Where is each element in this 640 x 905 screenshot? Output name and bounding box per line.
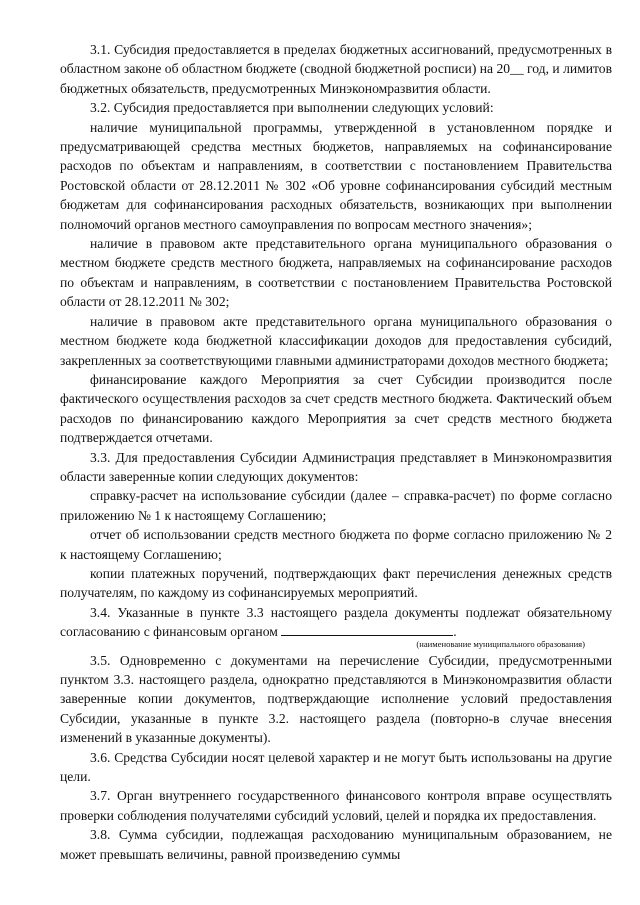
paragraph-3-6: 3.6. Средства Субсидии носят целевой характер и не могут быть использованы на другие цели. <box>60 749 612 785</box>
municipality-name-blank <box>281 623 453 636</box>
document-usage-report: отчет об использовании средств местного бюджета по форме согласно приложению № 2 к настоящему Соглашению; <box>60 527 612 562</box>
paragraph-3-4-text: 3.4. Указанные в пункте 3.3 настоящего раздела документы подлежат обязательному согласованию с финансовым органом <box>60 604 612 640</box>
paragraph-3-7: 3.7. Орган внутреннего государственного финансового контроля вправе осуществлять проверки соблюдения получателями субсидий условий, целей и порядка их предоставления. <box>60 788 612 823</box>
document-payment-orders: копии платежных поручений, подтверждающих факт перечисления денежных средств получателям, по каждому из софинансируемых мероприятий. <box>60 565 612 601</box>
condition-local-budget-funds: наличие в правовом акте представительного органа муниципального образования о местном бюджете средств местного бюджета, направляемых на софинансирование расходов по объектам и направлениям, в соответствии с постановлением Правительства Ростовской области от 28.12.2011 № 302; <box>60 236 612 310</box>
paragraph-3-2: 3.2. Субсидия предоставляется при выполнении следующих условий: <box>90 100 494 116</box>
paragraph-3-8: 3.8. Сумма субсидии, подлежащая расходованию муниципальным образованием, не может превышать величины, равной произведению суммы <box>60 827 612 862</box>
paragraph-3-1: 3.1. Субсидия предоставляется в пределах бюджетных ассигнований, предусмотренных в областном законе об областном бюджете (сводной бюджетной росписи) на 20__ год, и лимитов бюджетных обязательств, предусмотренных Минэкономразвития области. <box>60 42 612 96</box>
condition-municipal-program: наличие муниципальной программы, утвержденной в установленном порядке и предусматривающей средства местных бюджетов, направляемых на софинансирование расходов по объектам и направлениям, в соответствии с постановлением Правительства Ростовской области от 28.12.2011 № 302 «Об уровне софинансирования субсидий местным бюджетам для софинансирования расходных обязательств, возникающих при выполнении полномочий органов местного самоуправления по вопросам местного значения»; <box>60 119 612 232</box>
paragraph-3-3: 3.3. Для предоставления Субсидии Администрация представляет в Минэкономразвития области заверенные копии следующих документов: <box>60 449 612 484</box>
condition-budget-classification-code: наличие в правовом акте представительного органа муниципального образования о местном бюджете кода бюджетной классификации доходов для предоставления субсидий, закрепленных за соответствующими главными администраторами доходов местного бюджета; <box>60 313 612 368</box>
paragraph-3-4-end: . <box>453 624 457 640</box>
condition-financing-after-expenses: финансирование каждого Мероприятия за счет Субсидии производится после фактического осуществления расходов за счет средств местного бюджета. Фактический объем расходов по финансированию каждого Мероприятия за счет средств местного бюджета подтверждается отчетами. <box>60 371 612 446</box>
paragraph-3-4 <box>60 603 612 642</box>
document-calculation-certificate: справку-расчет на использование субсидии (далее – справка-расчет) по форме согласно приложению № 1 к настоящему Соглашению; <box>60 488 612 523</box>
blank-caption: (наименование муниципального образования) <box>416 638 585 649</box>
paragraph-3-5: 3.5. Одновременно с документами на перечисление Субсидии, предусмотренными пунктом 3.3. настоящего раздела, однократно представляются в Минэкономразвития области заверенные копии документов, подтверждающие исполнение условий предоставления Субсидии, указанные в пункте 3.2. настоящего раздела (повторно-в случае внесения изменений в указанные документы). <box>60 652 612 746</box>
document-page <box>60 40 612 864</box>
